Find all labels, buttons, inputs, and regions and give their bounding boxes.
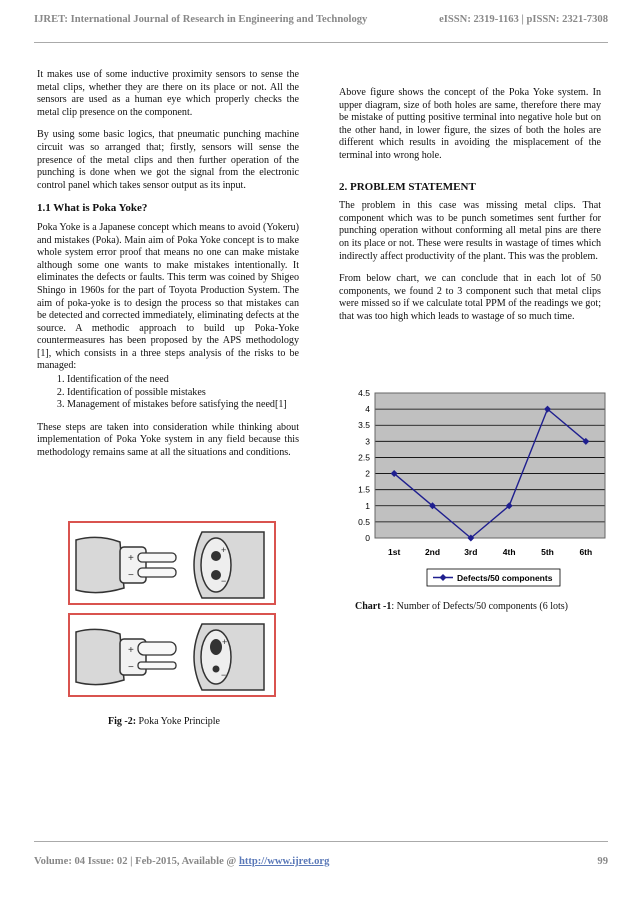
- issn: eISSN: 2319-1163 | pISSN: 2321-7308: [439, 14, 608, 25]
- left-column: [37, 69, 299, 470]
- paragraph: Above figure shows the concept of the Poka Yoke system. In upper diagram, size of both holes are same, therefore there may be mistake of putting positive terminal into negative hole but on the other hand, in lower figure, the sizes of both the holes are different which results in avoiding the misplacement of the terminal into wrong hole.: [339, 87, 601, 161]
- negative-pin-small: [138, 662, 176, 669]
- paragraph: Poka Yoke is a Japanese concept which means to avoid (Yokeru) and mistakes (Poka). Main aim of Poka Yoke concept is to make whole system error proof that means no one can make mistake although some one wants to make mistakes intentionally. It eliminates the defects or faults. This term was coined by Shigeo Shingo in 1960s for the part of Toyota Production System. The aim of poka-yoke is to design the process so that mistakes can be detected and corrected immediately, eliminating defects at the source. A methodic approach to build up Poka-Yoke countermeasures has been proposed by the APS methodology [1], which consists in a three steps analysis of the risks to be managed:: [37, 221, 299, 372]
- figure-caption: [108, 716, 220, 727]
- plug-body: [76, 537, 124, 592]
- legend-label: Defects/50 components: [457, 573, 553, 583]
- y-tick-label: 2: [365, 468, 370, 479]
- x-tick-label: 4th: [502, 547, 516, 557]
- plug-body: [76, 629, 124, 684]
- paragraph: These steps are taken into consideration while thinking about implementation of Poka Yoke system in any field because this methodology remains same at all the situations and conditions.: [37, 421, 299, 459]
- steps-list: [37, 374, 299, 412]
- x-tick-label: 3rd: [464, 547, 478, 557]
- y-tick-label: 1.5: [358, 484, 370, 495]
- plus-sign: +: [128, 553, 134, 564]
- positive-pin-large: [138, 642, 176, 655]
- poka-yoke-figure: [68, 520, 276, 700]
- y-tick-label: 0.5: [358, 516, 370, 527]
- lower-diagram: [69, 614, 275, 696]
- running-footer: [34, 856, 608, 867]
- paragraph: From below chart, we can conclude that in each lot of 50 components, we found 2 to 3 component such that metal clips were missed so if we calculate total PPM of the readings we got; that was too high which leads to wastage of so much time.: [339, 273, 601, 322]
- list-item: 1. Identification of the need: [67, 374, 299, 387]
- socket-hole-large: [210, 639, 222, 655]
- y-tick-label: 3.5: [358, 420, 370, 431]
- socket-hole-small: [213, 666, 220, 673]
- x-axis-ticks: [388, 547, 592, 557]
- paragraph: It makes use of some inductive proximity sensors to sense the metal clips, whether they are there on its place or not. All the sensors are used as a human eye which properly checks the metal clip presence on the component.: [37, 69, 299, 118]
- y-tick-label: 0: [365, 533, 370, 543]
- footer-volume: [34, 856, 329, 867]
- chart-gridlines: [375, 393, 605, 538]
- volume-text: Volume: 04 Issue: 02 | Feb-2015, Available @: [34, 856, 239, 867]
- y-tick-label: 4: [365, 404, 370, 415]
- y-tick-label: 2.5: [358, 452, 370, 463]
- minus-sign: −: [128, 662, 134, 673]
- page-number: 99: [597, 856, 608, 867]
- x-tick-label: 2nd: [424, 547, 441, 557]
- y-tick-label: 4.5: [358, 388, 370, 398]
- socket-plus-sign: +: [221, 545, 227, 555]
- plus-sign: +: [128, 645, 134, 656]
- list-item: 2. Identification of possible mistakes: [67, 387, 299, 400]
- chart-caption: [355, 601, 568, 612]
- defects-chart: [355, 385, 610, 600]
- y-axis-ticks: [358, 388, 370, 543]
- running-header: [34, 14, 608, 25]
- x-tick-label: 1st: [388, 547, 401, 557]
- x-tick-label: 5th: [541, 547, 554, 557]
- negative-pin: [138, 568, 176, 577]
- socket-plus-sign: +: [222, 637, 228, 647]
- header-rule: [34, 42, 608, 43]
- figure-caption-text: Poka Yoke Principle: [136, 716, 220, 727]
- socket-minus-sign: −: [221, 670, 227, 680]
- socket-hole-positive: [211, 551, 221, 561]
- journal-link[interactable]: http://www.ijret.org: [238, 856, 330, 867]
- section-heading: 2. PROBLEM STATEMENT: [339, 180, 476, 193]
- chart-label: Chart -1: [355, 601, 392, 612]
- paragraph: The problem in this case was missing metal clips. That component which was to be punch sometimes sent further for punching operation without conforming all metal pins are there on its place or not. These were results in wastage of times which indirectly affect productivity of the plant. This was the problem.: [339, 200, 601, 262]
- list-item: 3. Management of mistakes before satisfying the need[1]: [67, 399, 299, 412]
- chart-legend: [427, 569, 560, 586]
- right-column: [339, 87, 601, 334]
- footer-rule: [34, 841, 608, 842]
- figure-label: Fig -2:: [108, 716, 137, 727]
- y-tick-label: 1: [365, 500, 370, 511]
- minus-sign: −: [128, 570, 134, 581]
- socket-hole-negative: [211, 570, 221, 580]
- socket-face: [201, 538, 231, 592]
- section-heading: 1.1 What is Poka Yoke?: [37, 202, 148, 215]
- y-tick-label: 3: [365, 436, 370, 447]
- paragraph: By using some basic logics, that pneumatic punching machine circuit was so arranged that; firstly, sensors will sense the presence of the metal clips and then further operation of the punching is done when we got the signal from the electronic control panel which takes sensor output as its input.: [37, 129, 299, 191]
- journal-name: IJRET: International Journal of Research in Engineering and Technology: [34, 14, 368, 25]
- upper-diagram: [69, 522, 275, 604]
- x-tick-label: 6th: [579, 547, 593, 557]
- positive-pin: [138, 553, 176, 562]
- chart-caption-text: : Number of Defects/50 components (6 lots): [391, 601, 569, 612]
- plot-area: [375, 393, 605, 538]
- socket-minus-sign: −: [221, 576, 227, 586]
